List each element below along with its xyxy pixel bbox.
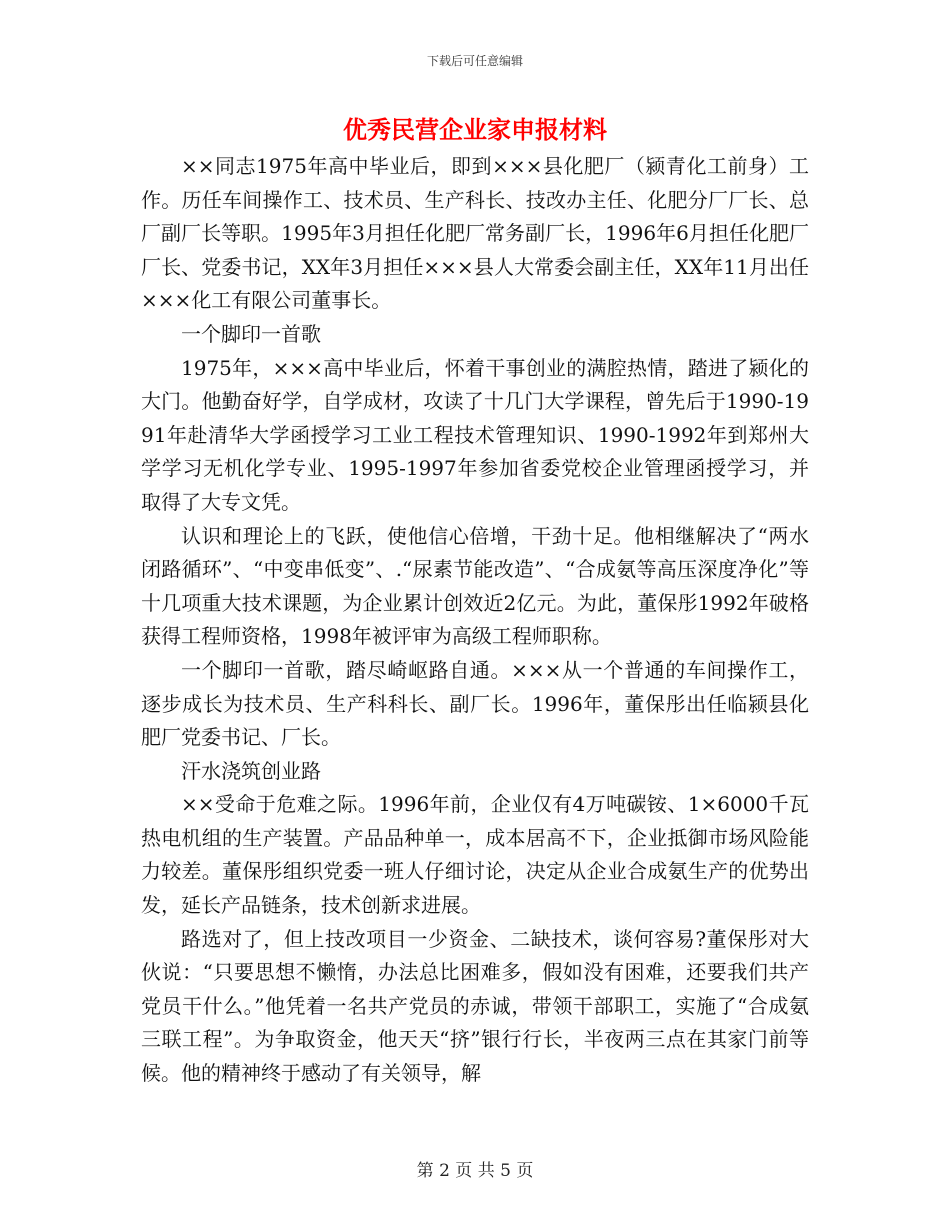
document-title: 优秀民营企业家申报材料 (343, 115, 607, 144)
paragraph: 路选对了，但上技改项目一少资金、二缺技术，谈何容易?董保彤对大伙说：“只要思想不懒惰，办法总比困难多，假如没有困难，还要我们共产党员干什么。”他凭着一名共产党员的赤诚，带领干部职工，实施了“合成氨三联工程”。为争取资金，他天天“挤”银行行长，半夜两三点在其家门前等候。他的精神终于感动了有关领导，解 (141, 926, 809, 1086)
paragraph-intro: ××同志1975年高中毕业后，即到×××县化肥厂（颍青化工前身）工作。历任车间操作工、技术员、生产科长、技改办主任、化肥分厂厂长、总厂副厂长等职。1995年3月担任化肥厂常务副厂长，1996年6月担任化肥厂厂长、党委书记，XX年3月担任×××县人大常委会副主任，XX年11月出任×××化工有限公司董事长。 (141, 154, 809, 313)
document-body (141, 150, 809, 1091)
section-heading-footprint: 一个脚印一首歌 (181, 321, 321, 346)
section-heading-entrepreneurship: 汗水浇筑创业路 (181, 758, 321, 783)
paragraph: ××受命于危难之际。1996年前，企业仅有4万吨碳铵、1×6000千瓦热电机组的生产装置。产品品种单一，成本居高不下，企业抵御市场风险能力较差。董保彤组织党委一班人仔细讨论，决定从企业合成氨生产的优势出发，延长产品链条，技术创新求进展。 (141, 792, 809, 918)
page-number-footer: 第 2 页 共 5 页 (416, 1161, 534, 1181)
header-note: 下载后可任意编辑 (426, 54, 523, 68)
paragraph: 认识和理论上的飞跃，使他信心倍增，干劲十足。他相继解决了“两水闭路循环”、“中变串低变”、.“尿素节能改造”、“合成氨等高压深度净化”等十几项重大技术课题，为企业累计创效近2亿元。为此，董保彤1992年破格获得工程师资格，1998年被评审为高级工程师职称。 (141, 523, 809, 649)
paragraph: 1975年，×××高中毕业后，怀着干事创业的满腔热情，踏进了颍化的大门。他勤奋好学，自学成材，攻读了十几门大学课程，曾先后于1990-1991年赴清华大学函授学习工业工程技术管理知识、1990-1992年到郑州大学学习无机化学专业、1995-1997年参加省委党校企业管理函授学习，并取得了大专文凭。 (141, 355, 809, 514)
paragraph: 一个脚印一首歌，踏尽崎岖路自通。×××从一个普通的车间操作工，逐步成长为技术员、生产科科长、副厂长。1996年，董保彤出任临颍县化肥厂党委书记、厂长。 (141, 657, 809, 750)
